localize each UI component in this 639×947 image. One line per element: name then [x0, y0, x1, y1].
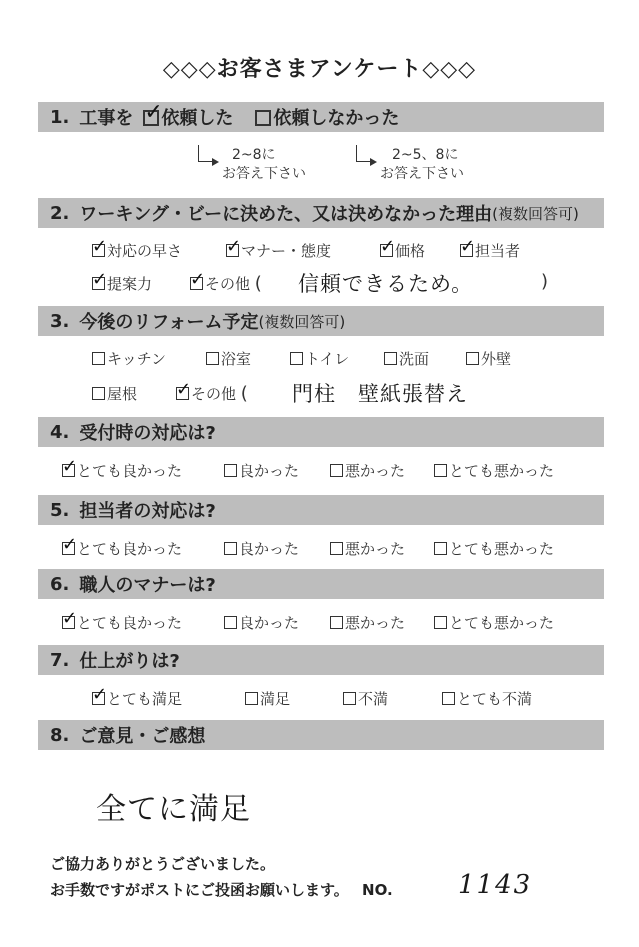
q1-option-requested-label: 依頼した	[161, 108, 234, 129]
checkbox-icon[interactable]	[255, 110, 271, 126]
q5-option-very-good-label: とても良かった	[77, 540, 183, 558]
q2-option-staff-label: 担当者	[475, 242, 521, 260]
checkbox-checked-icon[interactable]	[92, 244, 105, 257]
q7-option-very-dissatisfied-label: とても不満	[457, 690, 533, 708]
q3-option-exterior-wall[interactable]	[466, 348, 511, 369]
checkbox-checked-icon[interactable]	[226, 244, 239, 257]
question-5-label: 担当者の対応は?	[79, 501, 216, 522]
question-2-note: (複数回答可)	[492, 204, 579, 223]
checkbox-checked-icon[interactable]	[62, 616, 75, 629]
q6-option-good-label: 良かった	[239, 614, 300, 632]
checkbox-icon[interactable]	[92, 352, 105, 365]
q3-option-bathroom-label: 浴室	[221, 350, 252, 368]
q3-option-washroom[interactable]	[384, 348, 429, 369]
checkbox-icon[interactable]	[434, 542, 447, 555]
checkbox-icon[interactable]	[224, 542, 237, 555]
question-7-header	[38, 645, 604, 675]
q2-option-other[interactable]	[190, 273, 262, 294]
q4-option-bad[interactable]	[330, 460, 405, 481]
q6-option-very-bad[interactable]	[434, 612, 554, 633]
q4-option-bad-label: 悪かった	[345, 462, 406, 480]
q5-option-good-label: 良かった	[239, 540, 300, 558]
checkbox-icon[interactable]	[224, 616, 237, 629]
q7-option-dissatisfied[interactable]	[343, 688, 388, 709]
q6-option-very-good[interactable]	[62, 612, 182, 633]
question-6-number: 6.	[50, 573, 70, 595]
q6-option-good[interactable]	[224, 612, 299, 633]
q2-option-manners-label: マナー・態度	[241, 242, 332, 260]
q1-option-not-requested-label: 依頼しなかった	[273, 108, 400, 129]
checkbox-checked-icon[interactable]	[460, 244, 473, 257]
q3-option-kitchen[interactable]	[92, 348, 166, 369]
footer-instruction-text: お手数ですがポストにご投函お願いします。	[50, 881, 349, 899]
checkbox-icon[interactable]	[434, 616, 447, 629]
question-1-header	[38, 102, 604, 132]
q2-option-other-label: その他	[205, 275, 251, 293]
q3-option-other[interactable]	[176, 383, 248, 404]
q7-option-very-dissatisfied[interactable]	[442, 688, 532, 709]
q1-hint-b-line1: 2~5、8に	[392, 147, 459, 163]
q5-option-bad-label: 悪かった	[345, 540, 406, 558]
checkbox-checked-icon[interactable]	[176, 387, 189, 400]
question-2-header	[38, 198, 604, 228]
checkbox-checked-icon[interactable]	[92, 277, 105, 290]
question-7-number: 7.	[50, 649, 70, 671]
checkbox-checked-icon[interactable]	[62, 542, 75, 555]
q3-option-roof[interactable]	[92, 383, 137, 404]
survey-title: ◇◇◇お客さまアンケート◇◇◇	[162, 57, 477, 82]
q5-option-very-good[interactable]	[62, 538, 182, 559]
footer-no-label: NO.	[362, 881, 393, 899]
q6-option-very-good-label: とても良かった	[77, 614, 183, 632]
q6-option-bad[interactable]	[330, 612, 405, 633]
q2-option-price[interactable]	[380, 240, 425, 261]
q2-option-speed[interactable]	[92, 240, 182, 261]
q3-option-toilet[interactable]	[290, 348, 349, 369]
checkbox-checked-icon[interactable]	[62, 464, 75, 477]
question-6-label: 職人のマナーは?	[79, 575, 216, 596]
q5-option-very-bad[interactable]	[434, 538, 554, 559]
checkbox-icon[interactable]	[434, 464, 447, 477]
checkbox-checked-icon[interactable]	[92, 692, 105, 705]
q1-option-requested[interactable]	[143, 104, 233, 130]
q5-option-good[interactable]	[224, 538, 299, 559]
question-4-label: 受付時の対応は?	[79, 423, 216, 444]
q3-option-washroom-label: 洗面	[399, 350, 430, 368]
q7-option-very-satisfied-label: とても満足	[107, 690, 183, 708]
q3-other-handwritten: 門柱 壁紙張替え	[292, 382, 468, 406]
q8-comment-handwritten: 全てに満足	[96, 792, 251, 827]
footer-instruction	[50, 879, 393, 900]
q4-option-very-bad[interactable]	[434, 460, 554, 481]
question-8-number: 8.	[50, 724, 70, 746]
checkbox-icon[interactable]	[442, 692, 455, 705]
q7-option-satisfied-label: 満足	[260, 690, 291, 708]
q4-option-good-label: 良かった	[239, 462, 300, 480]
q2-option-staff[interactable]	[460, 240, 520, 261]
question-8-header	[38, 720, 604, 750]
question-3-note: (複数回答可)	[258, 312, 346, 331]
checkbox-icon[interactable]	[206, 352, 219, 365]
q4-option-very-good-label: とても良かった	[77, 462, 183, 480]
q1-option-not-requested[interactable]	[255, 104, 399, 130]
q6-option-very-bad-label: とても悪かった	[449, 614, 555, 632]
q2-other-handwritten: 信頼できるため。	[298, 272, 474, 296]
checkbox-icon[interactable]	[290, 352, 303, 365]
q3-other-open-paren: (	[240, 383, 248, 404]
q1-hint-b	[380, 146, 464, 184]
checkbox-icon[interactable]	[330, 542, 343, 555]
q5-option-bad[interactable]	[330, 538, 405, 559]
q7-option-very-satisfied[interactable]	[92, 688, 182, 709]
question-3-number: 3.	[50, 310, 70, 332]
q3-option-kitchen-label: キッチン	[107, 350, 166, 368]
question-5-number: 5.	[50, 499, 70, 521]
question-6-header	[38, 569, 604, 599]
question-4-number: 4.	[50, 421, 70, 443]
q3-option-roof-label: 屋根	[107, 385, 138, 403]
checkbox-icon[interactable]	[330, 464, 343, 477]
q6-option-bad-label: 悪かった	[345, 614, 406, 632]
question-3-label: 今後のリフォーム予定	[79, 312, 259, 333]
q1-hint-a-line1: 2~8に	[232, 147, 276, 163]
question-4-header	[38, 417, 604, 447]
question-1-number: 1.	[50, 106, 70, 128]
q4-option-very-good[interactable]	[62, 460, 182, 481]
question-2-number: 2.	[50, 202, 70, 224]
checkbox-checked-icon[interactable]	[380, 244, 393, 257]
q2-other-close-paren: )	[541, 271, 549, 292]
checkbox-icon[interactable]	[245, 692, 258, 705]
checkbox-checked-icon[interactable]	[190, 277, 203, 290]
q5-option-very-bad-label: とても悪かった	[449, 540, 555, 558]
q2-option-proposal-label: 提案力	[107, 275, 153, 293]
arrow-hook-icon	[198, 145, 213, 162]
checkbox-icon[interactable]	[343, 692, 356, 705]
q2-option-manners[interactable]	[226, 240, 331, 261]
footer-thanks: ご協力ありがとうございました。	[50, 855, 276, 873]
q3-option-toilet-label: トイレ	[305, 350, 350, 368]
q2-option-proposal[interactable]	[92, 273, 152, 294]
checkbox-icon[interactable]	[330, 616, 343, 629]
q1-hint-a-line2: お答え下さい	[222, 166, 306, 182]
q2-other-open-paren: (	[254, 273, 262, 294]
arrow-hook-icon	[356, 145, 371, 162]
q3-option-exterior-wall-label: 外壁	[481, 350, 512, 368]
checkbox-icon[interactable]	[466, 352, 479, 365]
question-8-label: ご意見・ご感想	[79, 726, 206, 747]
checkbox-icon[interactable]	[92, 387, 105, 400]
q3-option-other-label: その他	[191, 385, 237, 403]
q2-option-price-label: 価格	[395, 242, 426, 260]
q1-hint-b-line2: お答え下さい	[380, 166, 464, 182]
q7-option-satisfied[interactable]	[245, 688, 290, 709]
q7-option-dissatisfied-label: 不満	[358, 690, 389, 708]
question-5-header	[38, 495, 604, 525]
q2-option-speed-label: 対応の早さ	[107, 242, 183, 260]
checkbox-checked-icon[interactable]	[143, 110, 159, 126]
question-3-header	[38, 306, 604, 336]
question-7-label: 仕上がりは?	[79, 651, 180, 672]
q1-hint-a	[222, 146, 306, 184]
question-2-label: ワーキング・ビーに決めた、又は決めなかった理由	[79, 204, 493, 225]
checkbox-icon[interactable]	[384, 352, 397, 365]
question-1-label: 工事を	[79, 108, 134, 129]
survey-number-handwritten: 1143	[458, 870, 533, 900]
q4-option-very-bad-label: とても悪かった	[449, 462, 555, 480]
q4-option-good[interactable]	[224, 460, 299, 481]
q3-option-bathroom[interactable]	[206, 348, 251, 369]
checkbox-icon[interactable]	[224, 464, 237, 477]
